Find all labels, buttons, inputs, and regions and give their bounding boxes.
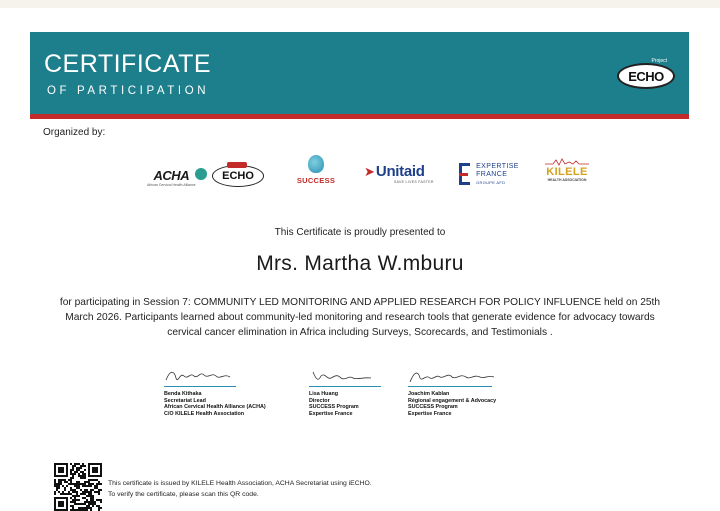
signature-block-3: [408, 366, 498, 417]
signatory-role: Régional engagement & Advocacy: [408, 397, 497, 404]
signature-block-2: [309, 366, 381, 417]
kilele-logo-text: KILELE: [546, 166, 588, 178]
signatory-org-2: Expertise France: [309, 410, 353, 417]
header-red-rule: [30, 114, 689, 119]
signature-1: [164, 366, 266, 386]
signatory-org: SUCCESS Program: [408, 404, 458, 411]
signatory-org-2: C/O KILELE Health Association: [164, 410, 245, 417]
certificate-title: CERTIFICATE: [44, 50, 212, 78]
top-strip: [0, 0, 720, 8]
qr-code-graphic: [54, 463, 102, 511]
certificate-subtitle: OF PARTICIPATION: [47, 85, 210, 97]
echo-logo: [617, 58, 675, 89]
signatory-org: African Cervical Health Alliance (ACHA): [164, 404, 266, 411]
globe-icon: [308, 155, 324, 173]
signature-rule: [408, 386, 492, 387]
presented-to-text: This Certificate is proudly presented to: [274, 227, 446, 238]
success-logo-text: SUCCESS: [296, 176, 336, 185]
expertise-france-line2: FRANCE: [476, 171, 508, 178]
footer-verify-text: To verify the certificate, please scan this QR code.: [108, 491, 259, 498]
certificate-body-text: for participating in Session 7: COMMUNITY LED MONITORING AND APPLIED RESEARCH FOR POLICY INFLUENCE held on 25th March 2026. Participants learned about community-led monitoring and research tools that generate evidence for advocacy towards cervical cancer elimination in Africa including Surveys, Scorecards, and Testimonials .: [59, 297, 661, 338]
signature-rule: [164, 386, 236, 387]
signatory-role: Director: [309, 397, 330, 404]
signature-3: [408, 366, 498, 386]
signatory-name: Joachim Kablan: [408, 391, 450, 397]
signatory-name: Benda Kithaka: [164, 391, 202, 397]
expertise-france-line3: GROUPE AFD: [476, 180, 506, 185]
footer-issued-text: This certificate is issued by KILELE Health Association, ACHA Secretariat using iECHO.: [108, 480, 372, 487]
signature-rule: [309, 386, 381, 387]
unitaid-logo-tagline: SAVE LIVES FASTER: [394, 180, 434, 184]
acha-logo-mark: [195, 168, 207, 180]
recipient-name: Mrs. Martha W.mburu: [256, 252, 464, 275]
signature-block-1: [164, 366, 266, 417]
signatory-role: Secretariat Lead: [164, 397, 206, 404]
expertise-france-logo: [457, 163, 521, 185]
kilele-logo-tagline: HEALTH ASSOCIATION: [547, 178, 587, 182]
expertise-france-line1: EXPERTISE: [476, 163, 519, 170]
unitaid-arrow-icon: ➤: [364, 163, 375, 179]
unitaid-logo-text: Unitaid: [375, 163, 425, 180]
echo-partner-logo: [212, 165, 264, 187]
signature-2: [309, 366, 381, 386]
success-logo: [294, 155, 338, 185]
signatory-org-2: Expertise France: [408, 410, 452, 417]
kilele-logo: [543, 158, 591, 182]
unitaid-logo: [364, 163, 436, 184]
heartbeat-icon: [545, 158, 589, 166]
expertise-france-e-icon: [459, 163, 471, 185]
signatory-name: Lisa Huang: [309, 391, 339, 397]
acha-logo-text: ACHA: [153, 167, 190, 183]
qr-code[interactable]: [54, 463, 102, 511]
organized-by-label: Organized by:: [43, 127, 106, 138]
acha-logo: [147, 164, 196, 190]
echo-logo-small-text: Project: [651, 58, 667, 64]
signatory-org: SUCCESS Program: [309, 404, 359, 411]
echo-partner-logo-text: ECHO: [222, 170, 254, 182]
echo-logo-text: ECHO: [628, 68, 664, 84]
acha-logo-tagline: African Cervical Health Alliance: [147, 182, 196, 187]
